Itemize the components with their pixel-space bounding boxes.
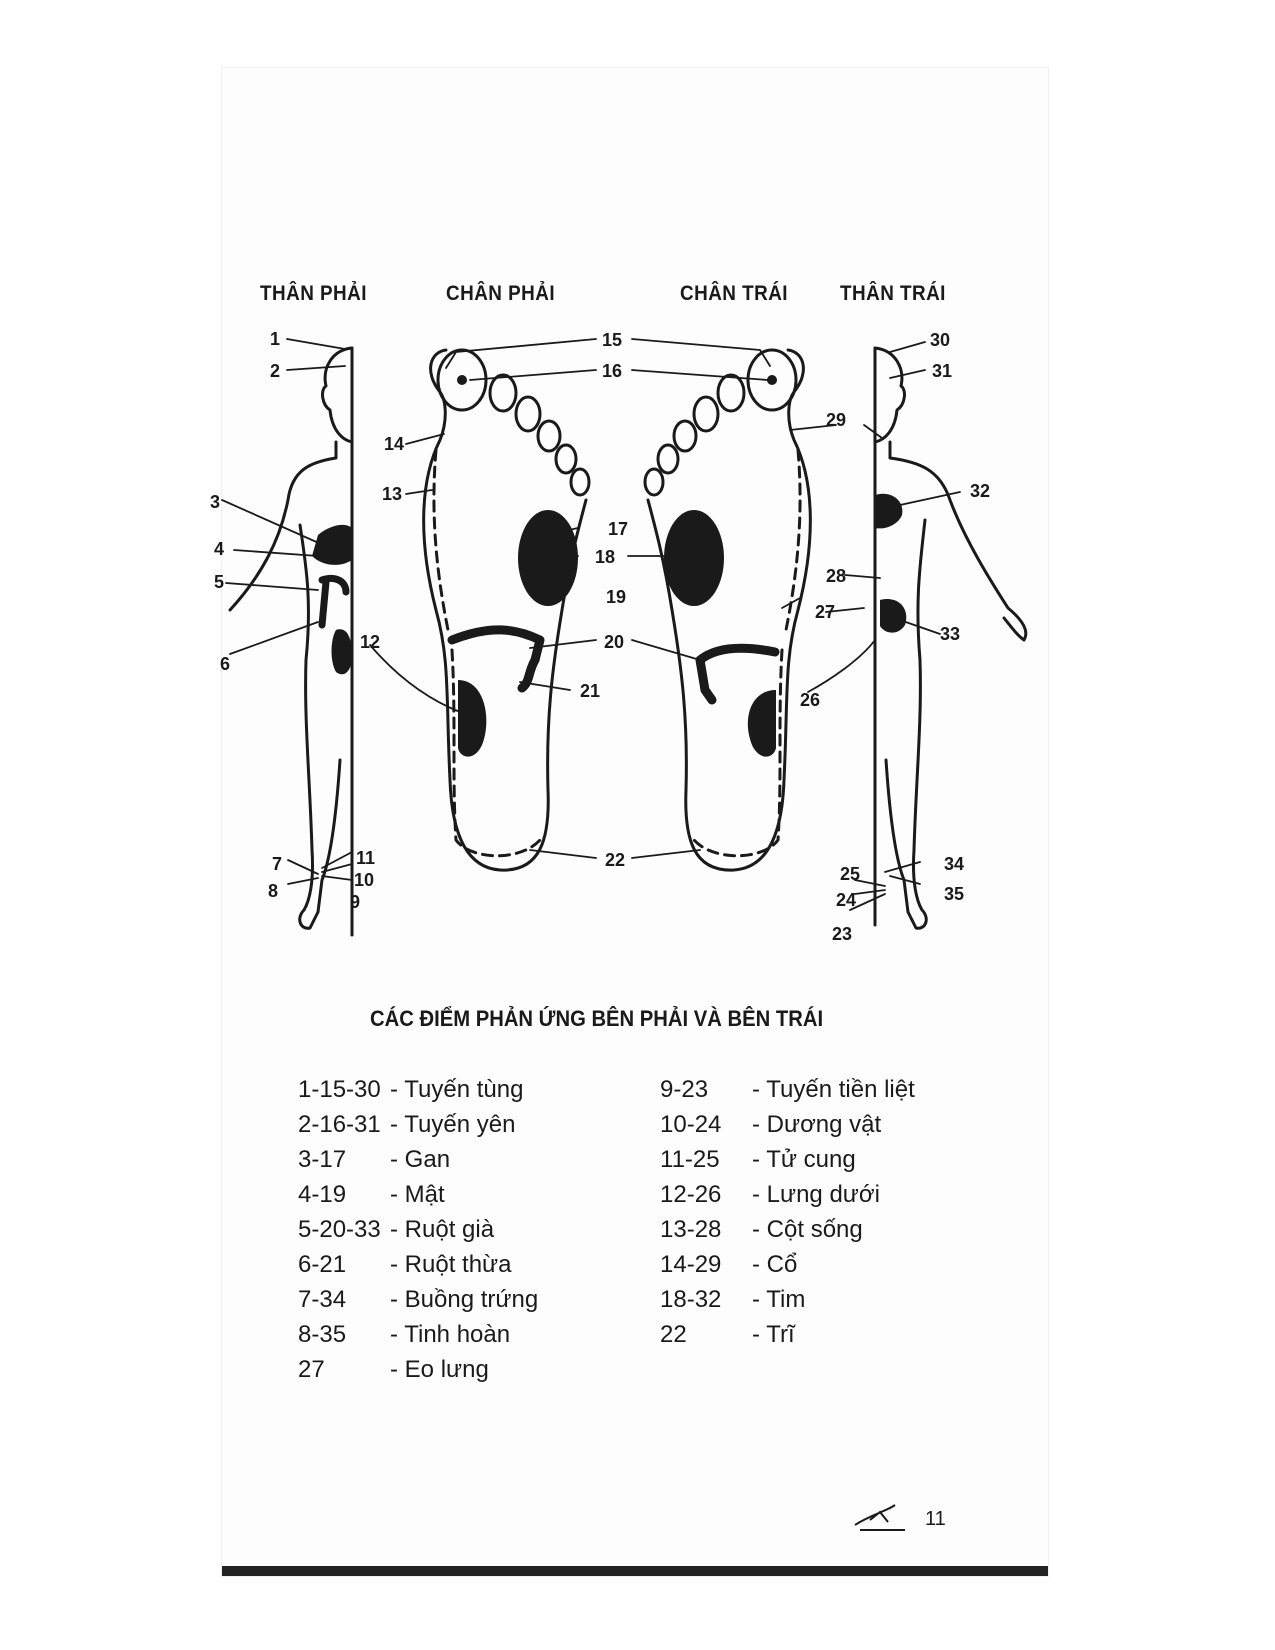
label-16: 16 bbox=[602, 361, 623, 381]
right-foot-outline bbox=[424, 350, 589, 870]
legend-code: 1-15-30 bbox=[298, 1076, 381, 1103]
legend-code: 22 bbox=[660, 1321, 687, 1348]
label-33: 33 bbox=[940, 624, 961, 644]
legend-row bbox=[298, 1352, 538, 1387]
legend-name: - Tuyến tùng bbox=[390, 1072, 523, 1107]
legend-row bbox=[298, 1072, 538, 1107]
legend-code: 13-28 bbox=[660, 1216, 722, 1243]
page-ornament-icon bbox=[855, 1505, 905, 1530]
legend-code: 12-26 bbox=[660, 1181, 722, 1208]
label-24: 24 bbox=[836, 890, 857, 910]
label-25: 25 bbox=[840, 864, 861, 884]
legend-name: - Mật bbox=[390, 1177, 445, 1212]
legend-row bbox=[660, 1142, 915, 1177]
label-20: 20 bbox=[604, 632, 625, 652]
label-9: 9 bbox=[350, 892, 361, 912]
legend-row bbox=[660, 1247, 915, 1282]
legend-name: - Dương vật bbox=[752, 1107, 881, 1142]
label-7: 7 bbox=[272, 854, 283, 874]
legend-row bbox=[298, 1247, 538, 1282]
legend-row bbox=[298, 1212, 538, 1247]
label-34: 34 bbox=[944, 854, 965, 874]
legend-code: 8-35 bbox=[298, 1321, 347, 1348]
legend-name: - Cổ bbox=[752, 1247, 797, 1282]
legend-row bbox=[298, 1317, 538, 1352]
header-left-foot: CHÂN TRÁI bbox=[680, 282, 788, 305]
legend-code: 7-34 bbox=[298, 1286, 347, 1313]
legend-row bbox=[298, 1142, 538, 1177]
legend-code: 3-17 bbox=[298, 1146, 347, 1173]
legend-code: 10-24 bbox=[660, 1111, 722, 1138]
legend-row bbox=[298, 1282, 538, 1317]
label-2: 2 bbox=[270, 361, 281, 381]
legend-code: 11-25 bbox=[660, 1146, 720, 1173]
left-foot-outline bbox=[645, 350, 810, 870]
legend-row bbox=[298, 1177, 538, 1212]
label-14: 14 bbox=[384, 434, 405, 454]
point-labels bbox=[210, 329, 990, 944]
right-body-organs bbox=[312, 525, 352, 674]
label-18: 18 bbox=[595, 547, 616, 567]
legend-code: 9-23 bbox=[660, 1076, 709, 1103]
legend-title: CÁC ĐIỂM PHẢN ỨNG BÊN PHẢI VÀ BÊN TRÁI bbox=[370, 1006, 824, 1031]
label-13: 13 bbox=[382, 484, 403, 504]
page-bottom-edge bbox=[222, 1566, 1048, 1576]
label-6: 6 bbox=[220, 654, 231, 674]
legend-name: - Tim bbox=[752, 1282, 805, 1317]
legend-code: 14-29 bbox=[660, 1251, 722, 1278]
legend-name: - Gan bbox=[390, 1142, 450, 1177]
label-17: 17 bbox=[608, 519, 629, 539]
left-foot-organs bbox=[664, 375, 777, 757]
label-10: 10 bbox=[354, 870, 375, 890]
legend-row bbox=[660, 1177, 915, 1212]
legend-row bbox=[660, 1317, 915, 1352]
label-4: 4 bbox=[214, 539, 225, 559]
legend-row bbox=[660, 1212, 915, 1247]
legend-name: - Buồng trứng bbox=[390, 1282, 538, 1317]
label-11: 11 bbox=[356, 848, 376, 868]
legend-left-column bbox=[298, 1072, 538, 1387]
label-21: 21 bbox=[580, 681, 601, 701]
legend-name: - Ruột già bbox=[390, 1212, 494, 1247]
label-22: 22 bbox=[605, 850, 626, 870]
label-31: 31 bbox=[932, 361, 953, 381]
legend-code: 2-16-31 bbox=[298, 1111, 381, 1138]
page-number: 11 bbox=[925, 1508, 946, 1530]
legend-row bbox=[660, 1072, 915, 1107]
label-29: 29 bbox=[826, 410, 847, 430]
legend-name: - Tuyến yên bbox=[390, 1107, 515, 1142]
legend-code: 6-21 bbox=[298, 1251, 347, 1278]
label-15: 15 bbox=[602, 330, 623, 350]
label-1: 1 bbox=[270, 329, 281, 349]
legend-name: - Tinh hoàn bbox=[390, 1317, 510, 1352]
left-body-organs bbox=[875, 494, 906, 633]
legend-row bbox=[660, 1107, 915, 1142]
label-5: 5 bbox=[214, 572, 225, 592]
label-32: 32 bbox=[970, 481, 991, 501]
legend-code: 27 bbox=[298, 1356, 325, 1383]
legend-name: - Cột sống bbox=[752, 1212, 863, 1247]
label-3: 3 bbox=[210, 492, 221, 512]
label-23: 23 bbox=[832, 924, 853, 944]
label-30: 30 bbox=[930, 330, 951, 350]
label-35: 35 bbox=[944, 884, 965, 904]
label-19: 19 bbox=[606, 587, 627, 607]
legend-name: - Eo lưng bbox=[390, 1352, 489, 1387]
legend-name: - Tử cung bbox=[752, 1142, 856, 1177]
legend-right-column bbox=[660, 1072, 915, 1352]
header-right-foot: CHÂN PHẢI bbox=[446, 282, 556, 305]
header-left-body: THÂN TRÁI bbox=[840, 282, 946, 305]
header-right-body: THÂN PHẢI bbox=[260, 282, 367, 305]
legend-name: - Lưng dưới bbox=[752, 1177, 880, 1212]
label-26: 26 bbox=[800, 690, 821, 710]
label-8: 8 bbox=[268, 881, 279, 901]
legend-code: 18-32 bbox=[660, 1286, 722, 1313]
label-27: 27 bbox=[815, 602, 836, 622]
legend-name: - Tuyến tiền liệt bbox=[752, 1072, 915, 1107]
legend-row bbox=[660, 1282, 915, 1317]
label-12: 12 bbox=[360, 632, 381, 652]
legend-code: 5-20-33 bbox=[298, 1216, 381, 1243]
legend-name: - Ruột thừa bbox=[390, 1247, 511, 1282]
legend-name: - Trĩ bbox=[752, 1317, 795, 1352]
legend-row bbox=[298, 1107, 538, 1142]
label-28: 28 bbox=[826, 566, 847, 586]
legend-code: 4-19 bbox=[298, 1181, 347, 1208]
